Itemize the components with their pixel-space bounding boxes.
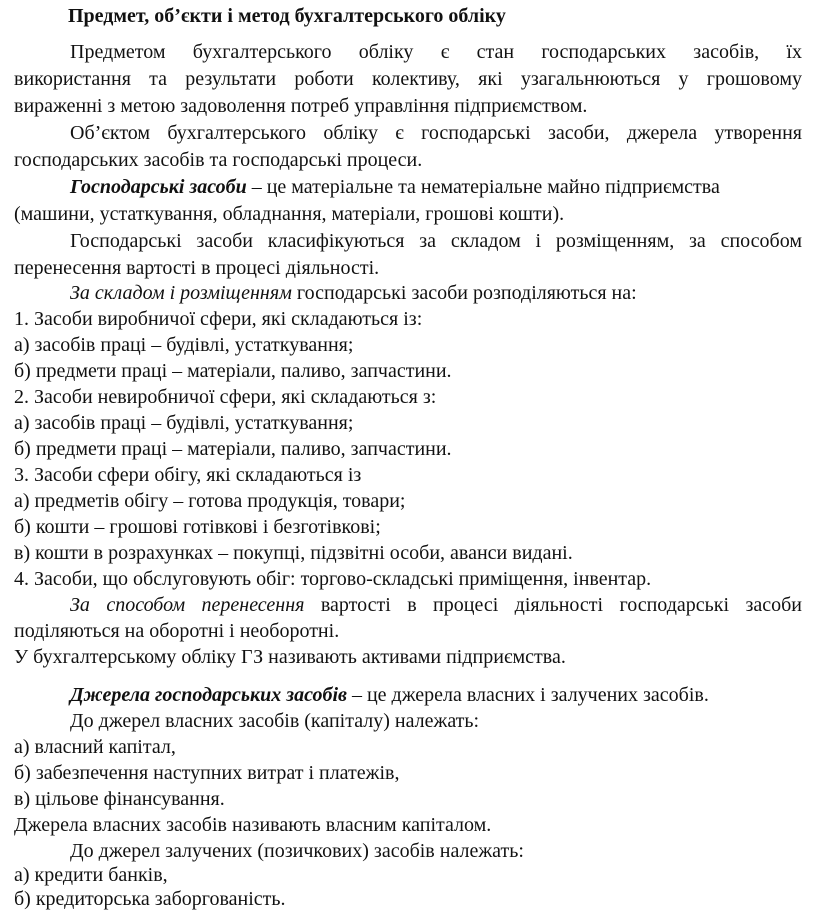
list-item: 4. Засоби, що обслуговують обіг: торгово-складські приміщення, інвентар. [14,568,652,590]
paragraph-subject-line-3: вираженні з метою задоволення потреб управління підприємством. [14,95,588,117]
list-item: б) кредиторська заборгованість. [14,888,286,910]
paragraph-own-capital: Джерела власних засобів називають власним капіталом. [14,814,492,836]
paragraph-assets-line-1 [70,174,802,200]
list-item: б) кошти – грошові готівкові і безготівкові; [14,516,381,538]
list-item: а) предметів обігу – готова продукція, товари; [14,490,406,512]
paragraph-transfer-line-1: За способом перенесення вартості в процесі діяльності господарські засоби [70,594,802,616]
term-sources: Джерела господарських засобів [70,684,347,706]
paragraph-own-sources: До джерел власних засобів (капіталу) належать: [70,710,480,732]
assets-definition: – це матеріальне та нематеріальне майно підприємства [246,176,720,198]
paragraph-transfer-line-2: поділяються на оборотні і необоротні. [14,620,340,642]
term-assets: Господарські засоби [70,176,247,198]
page-title: Предмет, об’єкти і метод бухгалтерського обліку [68,5,506,27]
list-item: а) засобів праці – будівлі, устаткування; [14,334,354,356]
list-item: 3. Засоби сфери обігу, які складаються із [14,464,362,486]
list-item: а) засобів праці – будівлі, устаткування; [14,412,354,434]
paragraph-composition: За складом і розміщенням господарські засоби розподіляються на: [70,282,637,304]
paragraph-active: У бухгалтерському обліку ГЗ називають активами підприємства. [14,646,566,668]
paragraph-borrowed-sources: До джерел залучених (позичкових) засобів належать: [70,840,524,862]
list-item: а) власний капітал, [14,736,176,758]
paragraph-sources: Джерела господарських засобів – це джерела власних і залучених засобів. [70,684,709,706]
paragraph-classification-line-2: перенесення вартості в процесі діяльності. [14,257,380,279]
list-item: в) кошти в розрахунках – покупці, підзвітні особи, аванси видані. [14,542,573,564]
paragraph-subject-line-1: Предметом бухгалтерського обліку є стан господарських засобів, їх [70,41,802,63]
list-item: 1. Засоби виробничої сфери, які складаються із: [14,308,423,330]
list-item: в) цільове фінансування. [14,788,225,810]
term-composition: За складом і розміщенням [70,282,292,304]
list-item: 2. Засоби невиробничої сфери, які складаються з: [14,386,437,408]
list-item: а) кредити банків, [14,864,168,886]
list-item: б) забезпечення наступних витрат і платежів, [14,762,400,784]
paragraph-object-line-1: Об’єктом бухгалтерського обліку є господарські засоби, джерела утворення [70,122,802,144]
list-item: б) предмети праці – матеріали, паливо, запчастини. [14,360,452,382]
paragraph-subject-line-2: використання та результати роботи колективу, які узагальнюються у грошовому [14,68,802,90]
paragraph-object-line-2: господарських засобів та господарські процеси. [14,149,423,171]
list-item: б) предмети праці – матеріали, паливо, запчастини. [14,438,452,460]
paragraph-assets-line-2: (машини, устаткування, обладнання, матеріали, грошові кошти). [14,203,565,225]
term-transfer: За способом перенесення [70,594,305,616]
paragraph-classification-line-1: Господарські засоби класифікуються за складом і розміщенням, за способом [70,230,802,252]
